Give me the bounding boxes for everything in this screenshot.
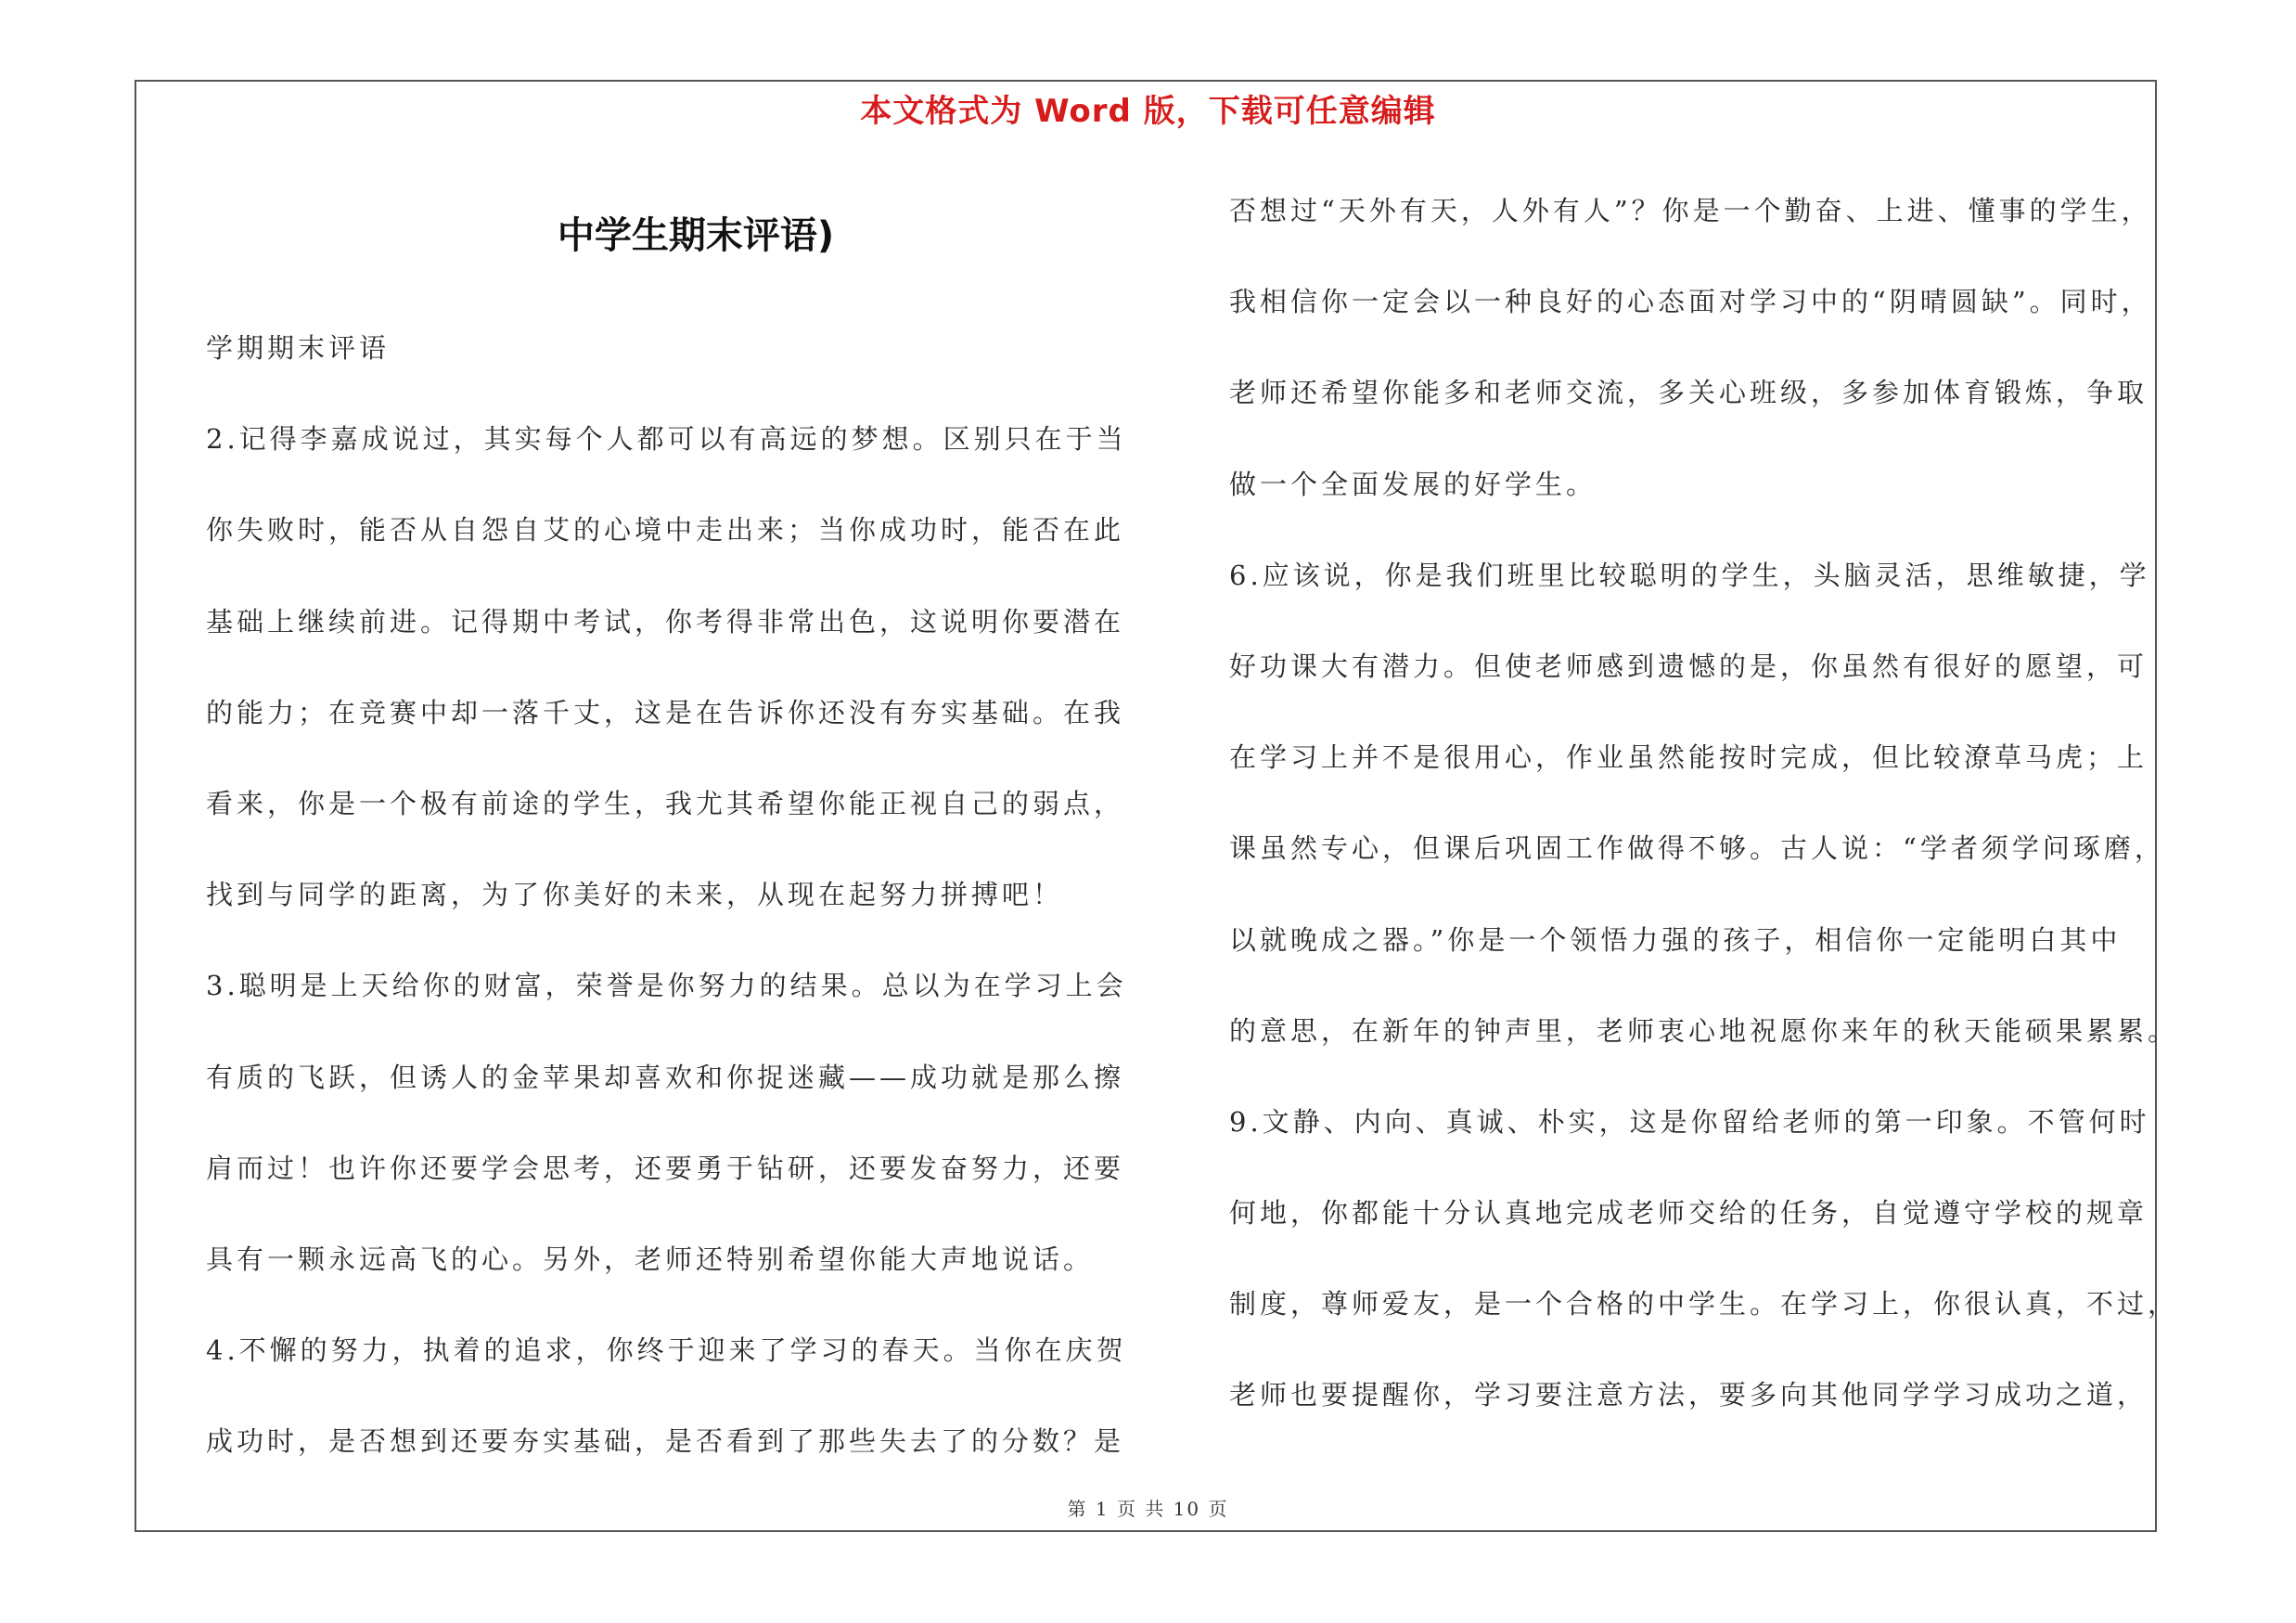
text-line: 看来，你是一个极有前途的学生，我尤其希望你能正视自己的弱点， (206, 787, 1125, 819)
text-line: 具有一颗永远高飞的心。另外，老师还特别希望你能大声地说话。 (206, 1243, 1095, 1275)
text-line: 4.不懈的努力，执着的追求，你终于迎来了学习的春天。当你在庆贺 (206, 1334, 1127, 1367)
text-line: 的意思，在新年的钟声里，老师衷心地祝愿你来年的秋天能硕果累累。 (1229, 1014, 2179, 1047)
text-line: 3.聪明是上天给你的财富，荣誉是你努力的结果。总以为在学习上会 (206, 970, 1127, 1002)
text-line: 学期期末评语 (206, 332, 391, 364)
text-line: 课虽然专心，但课后巩固工作做得不够。古人说：“学者须学问琢磨， (1229, 832, 2165, 865)
text-line: 找到与同学的距离，为了你美好的未来，从现在起努力拼搏吧！ (206, 879, 1064, 911)
page-number-footer: 第 1 页 共 10 页 (1067, 1498, 1229, 1520)
text-line: 我相信你一定会以一种良好的心态面对学习中的“阴晴圆缺”。同时， (1229, 286, 2152, 318)
text-line: 成功时，是否想到还要夯实基础，是否看到了那些失去了的分数？是 (206, 1425, 1125, 1458)
text-line: 何地，你都能十分认真地完成老师交给的任务，自觉遵守学校的规章 (1229, 1197, 2148, 1230)
text-line: 你失败时，能否从自怨自艾的心境中走出来；当你成功时，能否在此 (206, 514, 1125, 547)
text-line: 老师还希望你能多和老师交流，多关心班级，多参加体育锻炼，争取 (1229, 377, 2148, 409)
right-text-column (1229, 165, 2179, 1441)
text-line: 肩而过！也许你还要学会思考，还要勇于钻研，还要发奋努力，还要 (206, 1152, 1125, 1184)
left-text-column (206, 303, 1134, 1487)
text-line: 2.记得李嘉成说过，其实每个人都可以有高远的梦想。区别只在于当 (206, 423, 1127, 456)
text-line: 的能力；在竞赛中却一落千丈，这是在告诉你还没有夯实基础。在我 (206, 696, 1125, 728)
text-line: 有质的飞跃，但诱人的金苹果却喜欢和你捉迷藏——成功就是那么擦 (206, 1061, 1125, 1093)
text-line: 老师也要提醒你，学习要注意方法，要多向其他同学学习成功之道， (1229, 1379, 2148, 1411)
format-notice-banner: 本文格式为 Word 版，下载可任意编辑 (860, 93, 1436, 130)
text-line: 在学习上并不是很用心，作业虽然能按时完成，但比较潦草马虎；上 (1229, 741, 2148, 774)
text-line: 否想过“天外有天，人外有人”？你是一个勤奋、上进、懂事的学生， (1229, 195, 2152, 226)
text-line: 6.应该说，你是我们班里比较聪明的学生，头脑灵活，思维敏捷，学 (1229, 559, 2150, 591)
text-line: 9.文静、内向、真诚、朴实，这是你留给老师的第一印象。不管何时 (1229, 1105, 2150, 1138)
text-line: 以就晚成之器。”你是一个领悟力强的孩子，相信你一定能明白其中 (1229, 923, 2122, 956)
text-line: 做一个全面发展的好学生。 (1229, 468, 1597, 500)
text-line: 基础上继续前进。记得期中考试，你考得非常出色，这说明你要潜在 (206, 605, 1125, 638)
text-line: 制度，尊师爱友，是一个合格的中学生。在学习上，你很认真，不过， (1229, 1288, 2179, 1320)
text-line: 好功课大有潜力。但使老师感到遗憾的是，你虽然有很好的愿望，可 (1229, 650, 2148, 682)
document-title: 中学生期末评语) (557, 214, 835, 257)
